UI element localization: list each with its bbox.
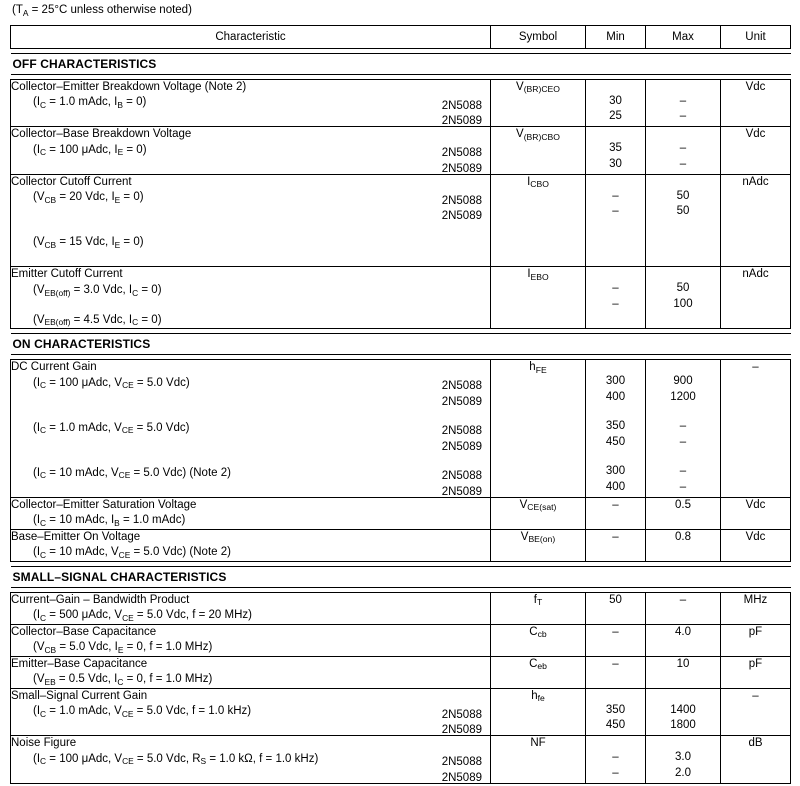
part-number: 2N5089 [441, 115, 482, 128]
table-header-row [11, 25, 791, 48]
column-header-min: Min [586, 25, 646, 48]
symbol-value: $V_{CE(sat)}$ [519, 498, 557, 513]
unit-cell [721, 688, 791, 736]
part-number: 2N5089 [441, 440, 482, 453]
unit-cell [721, 79, 791, 127]
max-cell [646, 267, 721, 329]
unit-value: Vdc [745, 128, 766, 141]
part-number: 2N5089 [441, 724, 482, 737]
characteristic-title: Base–Emitter On Voltage [11, 530, 141, 543]
section-header-row [11, 566, 791, 587]
max-value: – [679, 465, 687, 478]
characteristic-condition: ($I_C = 1.0$ mAdc, $I_B = 0$) [33, 96, 147, 110]
symbol-value: NF [530, 737, 546, 750]
value-spacer [646, 736, 720, 750]
unit-cell [721, 497, 791, 529]
min-value: 400 [605, 390, 626, 403]
characteristic-cell [11, 497, 491, 529]
value-spacer [586, 80, 645, 94]
characteristic-cell [11, 79, 491, 127]
max-stack [646, 127, 720, 172]
section-header-label: SMALL–SIGNAL CHARACTERISTICS [11, 566, 791, 587]
section-header-row [11, 53, 791, 74]
table-row [11, 592, 791, 624]
value-spacer [646, 175, 720, 189]
unit-value: Vdc [745, 498, 766, 511]
min-value: – [612, 498, 619, 511]
column-header-max: Max [646, 25, 721, 48]
max-stack [646, 80, 720, 125]
characteristic-condition: ($V_{CB} = 15$ Vdc, $I_E = 0$) [33, 236, 144, 251]
condition-spacer [11, 452, 490, 466]
min-cell [586, 127, 646, 175]
min-value: – [612, 297, 619, 310]
symbol-cell [491, 267, 586, 329]
part-number-list [442, 194, 482, 225]
min-value: – [612, 751, 619, 764]
unit-value: Vdc [745, 530, 766, 543]
condition-continuation [11, 206, 490, 222]
condition-spacer [11, 221, 490, 235]
min-stack [586, 530, 645, 546]
max-stack [646, 625, 720, 641]
max-value: 900 [673, 375, 693, 388]
min-cell [586, 267, 646, 329]
min-value: – [612, 282, 619, 295]
temperature-note-prefix: (T [12, 4, 23, 16]
min-cell [586, 79, 646, 127]
part-number: 2N5089 [441, 771, 482, 784]
table-row [11, 688, 791, 736]
max-value: – [679, 157, 687, 170]
table-row [11, 360, 791, 498]
max-value: 50 [676, 205, 690, 218]
unit-cell [721, 267, 791, 329]
characteristic-title: Collector–Base Breakdown Voltage [11, 128, 192, 141]
symbol-cell [491, 127, 586, 175]
part-number: 2N5089 [441, 210, 482, 223]
min-value: 30 [609, 94, 622, 107]
symbol-value: $V_{(BR)CEO}$ [516, 80, 560, 95]
min-value: 350 [605, 420, 626, 433]
column-header-characteristic: Characteristic [11, 25, 491, 48]
max-cell [646, 360, 721, 498]
condition-continuation [11, 720, 490, 736]
symbol-cell [491, 360, 586, 498]
table-body [11, 48, 791, 783]
value-spacer [646, 127, 720, 141]
max-value: 1400 [670, 703, 696, 716]
min-stack [586, 267, 645, 312]
part-number: 2N5089 [441, 395, 482, 408]
symbol-value: $C_{eb}$ [529, 657, 547, 672]
part-number: 2N5089 [441, 162, 482, 175]
table-row [11, 267, 791, 329]
max-stack [646, 530, 720, 546]
temperature-note [10, 0, 790, 25]
symbol-cell [491, 624, 586, 656]
section-header-row [11, 334, 791, 355]
column-header-unit: Unit [721, 25, 791, 48]
condition-continuation [11, 767, 490, 783]
min-cell [586, 688, 646, 736]
part-number: 2N5088 [441, 470, 482, 483]
unit-cell [721, 592, 791, 624]
min-stack [586, 80, 645, 125]
max-stack [646, 360, 720, 495]
part-number: 2N5088 [441, 756, 482, 769]
unit-cell [721, 127, 791, 175]
max-value: – [679, 593, 687, 606]
characteristic-cell [11, 529, 491, 561]
part-number-list [442, 379, 482, 500]
min-value: 450 [605, 719, 626, 732]
electrical-characteristics-table [10, 25, 791, 784]
min-value: 400 [605, 480, 626, 493]
characteristic-condition: ($V_{EB} = 0.5$ Vdc, $I_C = 0$, f = 1.0 MHz) [33, 673, 213, 687]
section-header-label: ON CHARACTERISTICS [11, 334, 791, 355]
characteristic-condition: ($I_C = 500$ μAdc, $V_{CE} = 5.0$ Vdc, f = 20 MHz) [33, 609, 252, 623]
unit-value: pF [748, 625, 763, 638]
column-header-symbol: Symbol [491, 25, 586, 48]
unit-value: nAdc [742, 175, 769, 188]
symbol-value: $I_{CBO}$ [527, 175, 549, 190]
max-value: 2.0 [675, 766, 691, 779]
value-spacer [586, 267, 645, 281]
min-value: 50 [609, 593, 622, 606]
temperature-note-suffix: = 25°C unless otherwise noted) [28, 4, 192, 16]
min-value: 300 [605, 375, 626, 388]
part-number-list [442, 146, 482, 177]
max-value: 3.0 [675, 751, 691, 764]
value-spacer [586, 450, 645, 464]
min-value: – [612, 625, 619, 638]
max-value: 10 [676, 657, 690, 670]
part-number-list [442, 99, 482, 130]
value-spacer [586, 127, 645, 141]
unit-value: Vdc [745, 80, 766, 93]
characteristic-condition: ($I_C = 1.0$ mAdc, $V_{CE} = 5.0$ Vdc, f = 1.0 kHz) [33, 705, 252, 719]
condition-continuation [11, 111, 490, 127]
symbol-cell [491, 736, 586, 784]
max-value: 50 [676, 282, 690, 295]
min-value: – [612, 530, 619, 543]
value-spacer [646, 360, 720, 374]
max-stack [646, 736, 720, 781]
max-cell [646, 174, 721, 267]
part-number: 2N5088 [441, 380, 482, 393]
characteristic-title: DC Current Gain [11, 361, 97, 374]
symbol-cell [491, 688, 586, 736]
part-number: 2N5088 [441, 708, 482, 721]
max-stack [646, 689, 720, 734]
min-value: 25 [609, 110, 622, 123]
table-row [11, 174, 791, 267]
symbol-value: $f_T$ [533, 593, 543, 608]
characteristic-condition: ($V_{EB(off)} = 4.5$ Vdc, $I_C = 0$) [33, 313, 162, 328]
symbol-value: $I_{EBO}$ [527, 268, 549, 283]
characteristic-title: Small–Signal Current Gain [11, 689, 148, 702]
min-stack [586, 593, 645, 609]
max-cell [646, 736, 721, 784]
unit-value: MHz [743, 593, 768, 606]
condition-continuation [11, 158, 490, 174]
min-stack [586, 689, 645, 734]
characteristic-condition: ($I_C = 100$ μAdc, $I_E = 0$) [33, 143, 147, 158]
value-spacer [646, 450, 720, 464]
min-stack [586, 175, 645, 220]
value-spacer [646, 405, 720, 419]
max-value: – [679, 435, 687, 448]
min-stack [586, 625, 645, 641]
characteristic-condition: ($I_C = 10$ mAdc, $V_{CE} = 5.0$ Vdc) (Note 2) [33, 466, 231, 481]
min-stack [586, 657, 645, 673]
characteristic-cell [11, 624, 491, 656]
max-value: 1800 [670, 719, 696, 732]
value-spacer [586, 689, 645, 703]
symbol-value: $V_{(BR)CBO}$ [516, 128, 560, 142]
max-stack [646, 657, 720, 673]
unit-value: dB [748, 737, 763, 750]
characteristic-condition: ($V_{EB(off)} = 3.0$ Vdc, $I_C = 0$) [33, 283, 162, 298]
min-value: 35 [609, 142, 622, 155]
unit-value: – [752, 689, 759, 702]
characteristic-cell [11, 360, 491, 498]
part-spacer [442, 455, 482, 469]
symbol-cell [491, 79, 586, 127]
max-value: – [679, 142, 687, 155]
max-stack [646, 267, 720, 312]
max-cell [646, 624, 721, 656]
value-spacer [646, 267, 720, 281]
min-stack [586, 498, 645, 514]
unit-cell [721, 624, 791, 656]
value-spacer [586, 405, 645, 419]
characteristic-title: Emitter–Base Capacitance [11, 657, 148, 670]
table-row [11, 624, 791, 656]
min-stack [586, 360, 645, 495]
value-spacer [646, 689, 720, 703]
characteristic-title: Collector–Emitter Saturation Voltage [11, 498, 197, 511]
part-number: 2N5088 [441, 99, 482, 112]
characteristic-condition: ($I_C = 1.0$ mAdc, $V_{CE} = 5.0$ Vdc) [33, 421, 190, 436]
part-number: 2N5088 [441, 194, 482, 207]
symbol-cell [491, 497, 586, 529]
characteristic-cell [11, 174, 491, 267]
unit-cell [721, 656, 791, 688]
characteristic-title: Current–Gain – Bandwidth Product [11, 593, 190, 606]
min-value: 350 [605, 703, 626, 716]
value-spacer [586, 736, 645, 750]
symbol-value: $h_{fe}$ [531, 689, 545, 704]
characteristic-title: Noise Figure [11, 737, 77, 750]
table-row [11, 497, 791, 529]
max-value: – [679, 110, 687, 123]
characteristic-cell [11, 127, 491, 175]
table-header [11, 25, 791, 48]
part-number: 2N5088 [441, 425, 482, 438]
max-value: 4.0 [675, 625, 691, 638]
max-value: – [679, 480, 687, 493]
characteristic-cell [11, 736, 491, 784]
part-number: 2N5089 [441, 485, 482, 498]
characteristic-condition: ($V_{CB} = 5.0$ Vdc, $I_E = 0$, f = 1.0 MHz) [33, 641, 213, 655]
part-number-list [442, 708, 482, 739]
min-cell [586, 656, 646, 688]
characteristic-condition: ($V_{CB} = 20$ Vdc, $I_E = 0$) [33, 191, 144, 205]
min-cell [586, 592, 646, 624]
unit-value: – [752, 361, 759, 374]
part-number: 2N5088 [441, 147, 482, 160]
table-row [11, 529, 791, 561]
table-row [11, 656, 791, 688]
condition-continuation [11, 391, 490, 407]
characteristic-title: Collector–Base Capacitance [11, 625, 157, 638]
min-value: – [612, 205, 619, 218]
min-stack [586, 736, 645, 781]
unit-value: nAdc [742, 268, 769, 281]
max-cell [646, 592, 721, 624]
max-cell [646, 529, 721, 561]
symbol-cell [491, 592, 586, 624]
symbol-cell [491, 656, 586, 688]
characteristic-cell [11, 688, 491, 736]
value-spacer [586, 175, 645, 189]
table-row [11, 79, 791, 127]
max-stack [646, 498, 720, 514]
max-cell [646, 127, 721, 175]
max-cell [646, 656, 721, 688]
characteristic-condition: ($I_C = 100$ μAdc, $V_{CE} = 5.0$ Vdc) [33, 376, 190, 391]
max-value: 100 [673, 297, 693, 310]
min-value: – [612, 189, 619, 202]
value-spacer [646, 80, 720, 94]
unit-cell [721, 174, 791, 267]
min-value: 30 [609, 157, 622, 170]
table-row [11, 736, 791, 784]
symbol-cell [491, 529, 586, 561]
unit-cell [721, 360, 791, 498]
min-stack [586, 127, 645, 172]
table-row [11, 127, 791, 175]
condition-spacer [11, 299, 490, 313]
characteristic-cell [11, 267, 491, 329]
characteristic-condition: ($I_C = 100$ μAdc, $V_{CE} = 5.0$ Vdc, $R_S = 1.0$ kΩ, f = 1.0 kHz) [33, 752, 319, 767]
condition-continuation [11, 481, 490, 497]
max-cell [646, 688, 721, 736]
characteristic-title: Collector Cutoff Current [11, 175, 132, 188]
max-cell [646, 79, 721, 127]
min-cell [586, 174, 646, 267]
max-value: 0.8 [675, 530, 691, 543]
max-value: 1200 [670, 390, 696, 403]
value-spacer [586, 360, 645, 374]
min-value: – [612, 766, 619, 779]
unit-cell [721, 529, 791, 561]
max-value: – [679, 94, 687, 107]
max-value: 50 [676, 189, 690, 202]
condition-spacer [11, 407, 490, 421]
characteristic-cell [11, 656, 491, 688]
min-cell [586, 736, 646, 784]
min-cell [586, 360, 646, 498]
characteristic-condition: ($I_C = 10$ mAdc, $I_B = 1.0$ mAdc) [33, 514, 186, 528]
condition-continuation [11, 251, 490, 267]
part-number-list [442, 755, 482, 786]
min-value: – [612, 657, 619, 670]
temperature-note-subscript: A [22, 7, 29, 18]
unit-value: pF [748, 657, 763, 670]
characteristic-title: Emitter Cutoff Current [11, 268, 123, 281]
characteristic-condition: ($I_C = 10$ mAdc, $V_{CE} = 5.0$ Vdc) (Note 2) [33, 546, 231, 560]
max-stack [646, 175, 720, 220]
min-value: 300 [605, 465, 626, 478]
min-value: 450 [605, 435, 626, 448]
min-cell [586, 497, 646, 529]
section-header-label: OFF CHARACTERISTICS [11, 53, 791, 74]
min-cell [586, 624, 646, 656]
max-value: – [679, 420, 687, 433]
unit-cell [721, 736, 791, 784]
max-value: 0.5 [675, 498, 691, 511]
symbol-value: $V_{BE(on)}$ [520, 530, 556, 545]
symbol-value: $C_{cb}$ [529, 625, 547, 640]
symbol-cell [491, 174, 586, 267]
condition-continuation [11, 436, 490, 452]
symbol-value: $h_{FE}$ [529, 361, 547, 375]
min-cell [586, 529, 646, 561]
part-spacer [442, 410, 482, 424]
characteristic-title: Collector–Emitter Breakdown Voltage (Note 2) [11, 80, 247, 93]
characteristic-cell [11, 592, 491, 624]
max-stack [646, 593, 720, 609]
max-cell [646, 497, 721, 529]
